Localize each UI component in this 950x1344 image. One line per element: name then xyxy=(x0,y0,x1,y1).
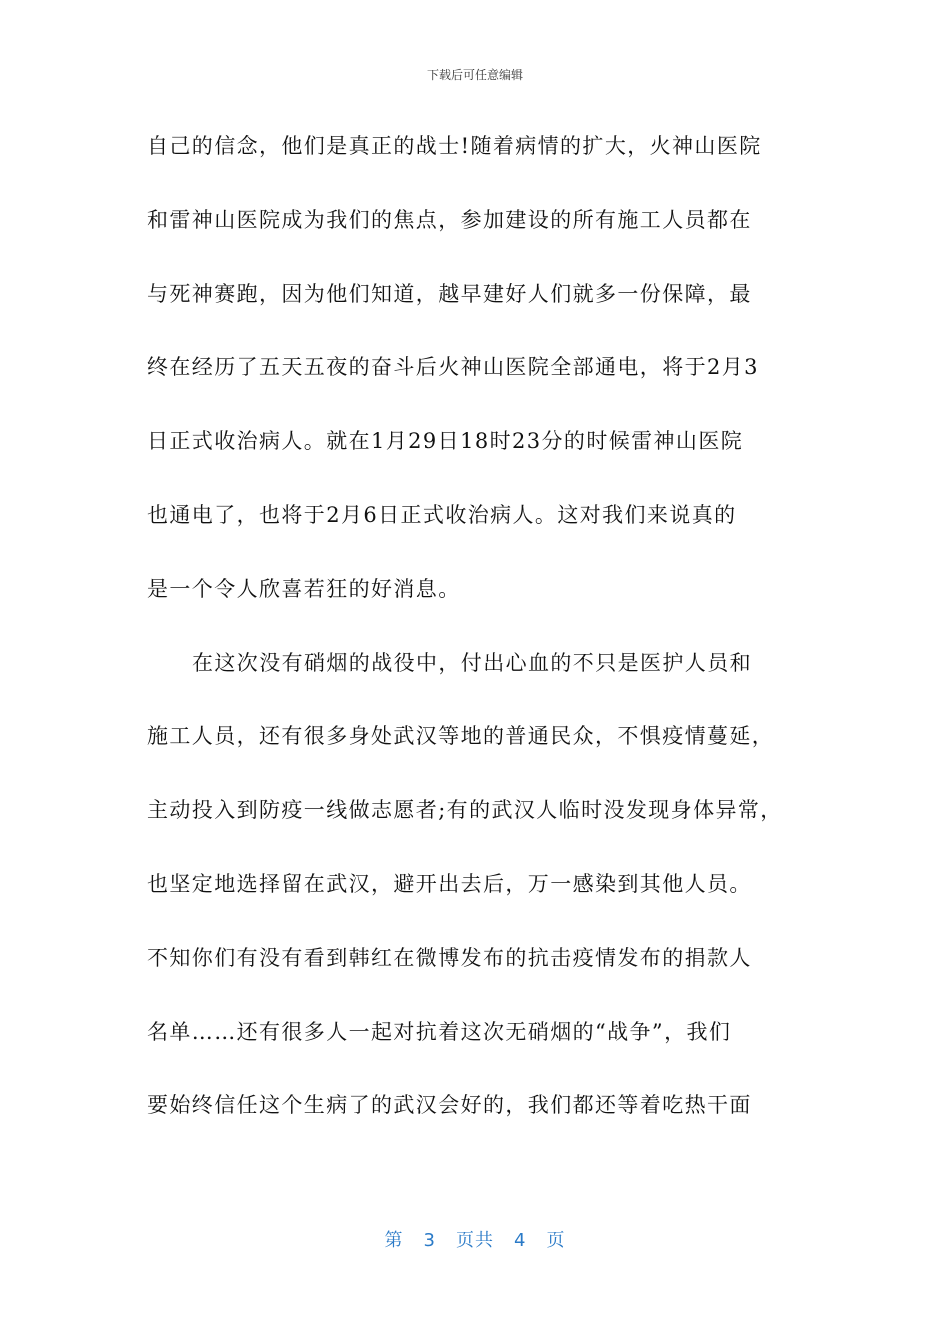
text-line: 与死神赛跑，因为他们知道，越早建好人们就多一份保障，最 xyxy=(147,281,752,306)
text-line: 不知你们有没有看到韩红在微博发布的抗击疫情发布的捐款人 xyxy=(147,945,752,970)
page-header: 下载后可任意编辑 xyxy=(426,68,523,82)
text-line: 也坚定地选择留在武汉，避开出去后，万一感染到其他人员。 xyxy=(147,871,752,896)
text-line: 日正式收治病人。就在1月29日18时23分的时候雷神山医院 xyxy=(147,429,744,454)
page-footer xyxy=(0,1226,950,1252)
current-page-number: 3 xyxy=(423,1230,436,1251)
text-line: 也通电了，也将于2月6日正式收治病人。这对我们来说真的 xyxy=(147,502,737,527)
text-line: 和雷神山医院成为我们的焦点，参加建设的所有施工人员都在 xyxy=(147,207,752,232)
text-line: 主动投入到防疫一线做志愿者;有的武汉人临时没发现身体异常， xyxy=(147,798,783,823)
text-line: 名单……还有很多人一起对抗着这次无硝烟的“战争”，我们 xyxy=(147,1019,732,1044)
text-line: 自己的信念，他们是真正的战士!随着病情的扩大，火神山医院 xyxy=(147,134,762,158)
paragraph-first-line: 在这次没有硝烟的战役中，付出心血的不只是医护人员和 xyxy=(192,650,752,675)
text-line: 施工人员，还有很多身处武汉等地的普通民众，不惧疫情蔓延， xyxy=(147,724,775,749)
text-line: 是一个令人欣喜若狂的好消息。 xyxy=(147,576,461,601)
total-pages-number: 4 xyxy=(514,1230,527,1251)
text-line: 终在经历了五天五夜的奋斗后火神山医院全部通电，将于2月3 xyxy=(147,355,759,380)
footer-middle: 页共 xyxy=(456,1230,494,1251)
footer-prefix: 第 xyxy=(384,1230,404,1251)
body-text xyxy=(147,124,827,1157)
text-line: 要始终信任这个生病了的武汉会好的，我们都还等着吃热干面 xyxy=(147,1093,752,1118)
footer-suffix: 页 xyxy=(546,1230,566,1251)
